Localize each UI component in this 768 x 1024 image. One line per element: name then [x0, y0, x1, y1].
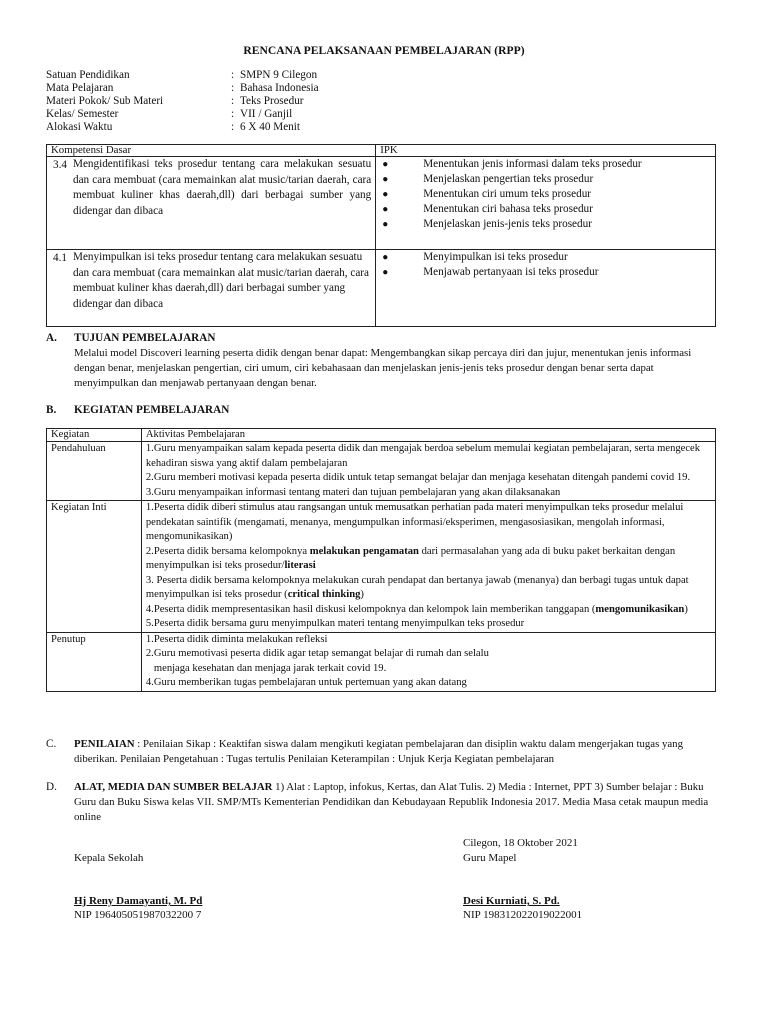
header-kompetensi-dasar: Kompetensi Dasar	[47, 145, 376, 157]
ipk-text: Menjelaskan jenis-jenis teks prosedur	[423, 218, 592, 230]
row-label-penutup: Penutup	[47, 632, 142, 691]
ipk-cell	[376, 250, 716, 327]
activity-step: 1.Guru menyampaikan salam kepada peserta didik dan mengajak berdoa sebelum memulai kegiatan pembelajaran, serta mengecek kehadiran siswa yang aktif dalam pembelajaran	[145, 443, 701, 469]
kd-text: Menyimpulkan isi teks prosedur tentang cara melakukan sesuatu dan cara membuat (cara memainkan alat music/tarian daerah, cara membuat kuliner khas daerah,dll) dari berbagai sumber yang didengar dan dibaca	[73, 251, 369, 310]
identity-block	[46, 69, 446, 134]
table-header-row	[47, 145, 716, 157]
activity-cell	[141, 501, 715, 633]
identity-colon: :	[231, 69, 235, 81]
step-text: 4.Peserta didik mempresentasikan hasil diskusi kelompoknya dan kelompok lain memberikan tanggapan (	[145, 603, 596, 615]
ipk-text: Menentukan ciri bahasa teks prosedur	[423, 203, 593, 215]
identity-colon: :	[231, 121, 235, 133]
ipk-text: Menyimpulkan isi teks prosedur	[423, 251, 568, 263]
identity-value: Teks Prosedur	[240, 95, 304, 107]
identity-colon: :	[231, 95, 235, 107]
identity-row	[46, 108, 446, 121]
activity-step: 1.Peserta didik diberi stimulus atau rangsangan untuk memusatkan perhatian pada materi menyimpulkan teks prosedur melalui pendekatan saintifik (mengamati, menanya, mengumpulkan informasi/eksperimen, mengasosiasikan, mengolah informasi, mengomunikasikan)	[145, 502, 684, 542]
bullet-icon: ●	[382, 204, 389, 215]
activity-step: menjaga kesehatan dan menjaga jarak terkait covid 19.	[153, 662, 387, 674]
table-row	[47, 632, 716, 691]
section-a-heading	[46, 331, 215, 345]
section-letter: A.	[46, 332, 57, 344]
table-row	[47, 250, 716, 327]
identity-value: Bahasa Indonesia	[240, 82, 319, 94]
bullet-icon: ●	[382, 267, 389, 278]
section-body: 1) Alat : Laptop, infokus, Kertas, dan Alat Tulis. 2) Media : Internet, PPT 3) Sumber belajar : Buku Guru dan Buku Siswa kelas VII. SMP/MTs Kementerian Pendidikan dan Kebudayaan Republik Indonesia 2017. Media Masa cetak maupun media online	[74, 781, 709, 823]
activity-step: 3.Guru menyampaikan informasi tentang materi dan tujuan pembelajaran yang akan dilaksanakan	[145, 486, 561, 498]
list-item	[380, 265, 711, 280]
identity-value: 6 X 40 Menit	[240, 121, 300, 133]
list-item	[380, 172, 711, 187]
step-text: )	[684, 603, 688, 615]
identity-colon: :	[231, 82, 235, 94]
bullet-icon: ●	[382, 189, 389, 200]
identity-label: Alokasi Waktu	[46, 121, 113, 133]
step-text: dari permasalahan yang ada di buku paket berkaitan dengan menyimpulkan isi teks prosedur/	[145, 545, 676, 571]
list-item	[380, 187, 711, 202]
identity-label: Kelas/ Semester	[46, 108, 119, 120]
kd-text: Mengidentifikasi teks prosedur tentang cara melakukan sesuatu dan cara membuat (cara memainkan alat music/tarian daerah, cara membuat kuliner khas daerah,dll) dari berbagai sumber yang didengar dan dibaca	[73, 158, 372, 217]
step-emphasis: literasi	[284, 560, 316, 571]
section-letter: B.	[46, 404, 57, 416]
header-kegiatan: Kegiatan	[47, 429, 142, 442]
activity-step: 4.Guru memberikan tugas pembelajaran untuk pertemuan yang akan datang	[145, 677, 467, 688]
activity-step: 1.Peserta didik diminta melakukan refleksi	[145, 633, 328, 645]
ipk-list	[380, 157, 711, 232]
identity-label: Satuan Pendidikan	[46, 69, 130, 81]
activity-cell	[141, 632, 715, 691]
kd-cell	[47, 157, 376, 250]
identity-value: VII / Ganjil	[240, 108, 293, 120]
activity-step	[146, 545, 711, 574]
step-text: 3. Peserta didik bersama kelompoknya melakukan curah pendapat dan bertanya jawab (menanya) dan berbagi tugas untuk dapat menyimpulkan isi teks prosedur (	[145, 574, 689, 600]
place-date: Cilegon, 18 Oktober 2021	[463, 837, 578, 849]
table-row	[47, 157, 716, 250]
row-label-pendahuluan: Pendahuluan	[47, 442, 142, 501]
header-aktivitas: Aktivitas Pembelajaran	[141, 429, 715, 442]
section-d-text	[74, 780, 719, 825]
list-item	[380, 202, 711, 217]
identity-row	[46, 82, 446, 95]
header-ipk: IPK	[376, 145, 716, 157]
bullet-icon: ●	[382, 174, 389, 185]
step-emphasis: melakukan pengamatan	[309, 545, 419, 557]
row-label-inti: Kegiatan Inti	[47, 501, 142, 633]
ipk-list	[380, 250, 711, 280]
left-role: Kepala Sekolah	[74, 852, 144, 864]
kd-number: 4.1	[53, 252, 67, 264]
activities-table	[46, 428, 716, 692]
kd-number: 3.4	[53, 159, 67, 171]
kd-cell	[47, 250, 376, 327]
activity-cell	[141, 442, 715, 501]
section-title: ALAT, MEDIA DAN SUMBER BELAJAR	[74, 781, 273, 793]
activity-step: 2.Guru memotivasi peserta didik agar tetap semangat belajar di rumah dan selalu	[145, 648, 489, 659]
ipk-cell	[376, 157, 716, 250]
identity-row	[46, 121, 446, 134]
section-c-text	[74, 737, 719, 767]
bullet-icon: ●	[382, 219, 389, 230]
left-signer-nip: NIP 196405051987032200 7	[74, 909, 202, 921]
right-signer-nip: NIP 198312022019022001	[463, 909, 583, 921]
left-signer-name: Hj Reny Damayanti, M. Pd	[74, 895, 203, 907]
ipk-text: Menjelaskan pengertian teks prosedur	[423, 173, 594, 185]
section-d-letter: D.	[46, 781, 57, 793]
document-title: RENCANA PELAKSANAAN PEMBELAJARAN (RPP)	[243, 44, 525, 57]
identity-label: Materi Pokok/ Sub Materi	[46, 95, 164, 107]
table-row	[47, 501, 716, 633]
step-text: )	[360, 589, 364, 600]
step-emphasis: critical thinking	[287, 589, 361, 600]
list-item	[380, 157, 711, 172]
identity-label: Mata Pelajaran	[46, 82, 114, 94]
section-c-letter: C.	[46, 738, 57, 750]
bullet-icon: ●	[382, 252, 389, 263]
identity-colon: :	[231, 108, 235, 120]
list-item	[380, 250, 711, 265]
activity-step: 5.Peserta didik bersama guru menyimpulkan materi tentang menyimpulkan teks prosedur	[145, 618, 525, 629]
right-role: Guru Mapel	[463, 852, 517, 864]
table-row	[47, 442, 716, 501]
identity-row	[46, 95, 446, 108]
section-b-heading	[46, 403, 229, 417]
ipk-text: Menentukan ciri umum teks prosedur	[423, 188, 592, 200]
list-item	[380, 217, 711, 232]
step-text: 2.Peserta didik bersama kelompoknya	[145, 545, 310, 557]
section-title: KEGIATAN PEMBELAJARAN	[74, 404, 230, 416]
activity-step	[146, 574, 711, 603]
bullet-icon: ●	[382, 159, 389, 170]
section-title: PENILAIAN	[74, 738, 135, 750]
right-signer-name: Desi Kurniati, S. Pd.	[463, 895, 560, 907]
section-a-text: Melalui model Discoveri learning peserta didik dengan benar dapat: Mengembangkan sikap percaya diri dan jujur, menentukan jenis informasi dengan benar, menjelaskan pengertian, ciri umum, ciri kebahasaan dan menjelaskan jenis-jenis teks prosedur dengan benar serta dapat menyimpulkan dan menjawab pertanyaan dengan benar.	[74, 347, 692, 389]
ipk-text: Menjawab pertanyaan isi teks prosedur	[423, 266, 599, 278]
competency-table	[46, 144, 716, 327]
section-body: : Penilaian Sikap : Keaktifan siswa dalam mengikuti kegiatan pembelajaran dan disiplin waktu dalam mengerjakan tugas yang diberikan. Penilaian Pengetahuan : Tugas tertulis Penilaian Keterampilan : Unjuk Kerja Kegiatan pembelajaran	[74, 738, 683, 765]
activity-step: 2.Guru memberi motivasi kepada peserta didik untuk tetap semangat belajar dan menjaga kesehatan ditengah pandemi covid 19.	[145, 472, 691, 483]
identity-row	[46, 69, 446, 82]
identity-value: SMPN 9 Cilegon	[240, 69, 318, 81]
section-title: TUJUAN PEMBELAJARAN	[74, 332, 216, 344]
table-header-row	[47, 429, 716, 442]
activity-step	[146, 603, 711, 618]
ipk-text: Menentukan jenis informasi dalam teks prosedur	[423, 158, 642, 170]
step-emphasis: mengomunikasikan	[595, 603, 685, 615]
